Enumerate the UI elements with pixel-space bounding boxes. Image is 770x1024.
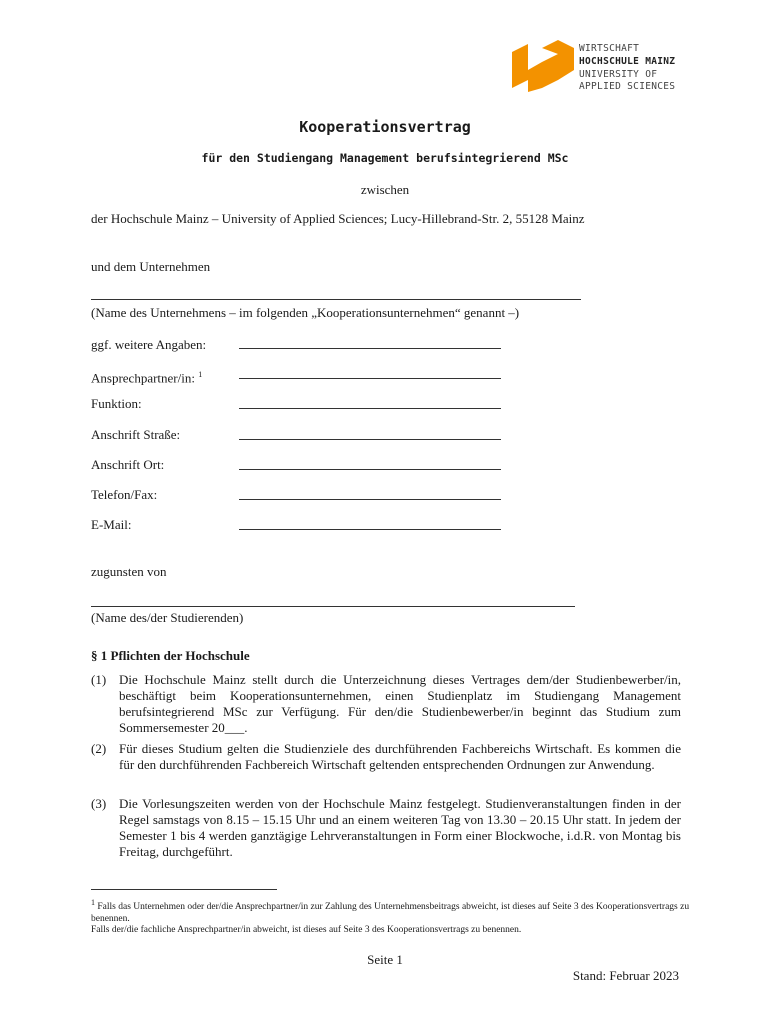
footnote-text-1: $^1$ Falls das Unternehmen oder der/die Ansprechpartner/in zur Zahlung des Unternehmensbeitrags abweicht, ist dieses auf Seite 3 des Kooperationsvertrags zu benennen. xyxy=(91,898,690,925)
field-input-email[interactable] xyxy=(239,529,501,530)
and-company-label: und dem Unternehmen xyxy=(91,259,211,274)
field-label-city: Anschrift Ort: xyxy=(91,457,165,472)
paragraph-number: (1) xyxy=(91,672,107,687)
paragraph-number: (2) xyxy=(91,741,107,756)
field-input-additional[interactable] xyxy=(239,348,501,349)
field-label-additional: ggf. weitere Angaben: xyxy=(91,337,207,352)
university-logo-icon xyxy=(512,40,574,92)
paragraph-text: Die Hochschule Mainz stellt durch die Unterzeichnung dieses Vertrages dem/der Studienbewerber/in, beschäftigt beim Kooperationsunternehmen, einen Studienplatz im Studiengang Management berufsintegrierend MSc zur Verfügung. Für den/die Studienbewerber/in beginnt das Studium zum Sommersemester 20___. xyxy=(119,672,681,735)
field-label-phone: Telefon/Fax: xyxy=(91,487,158,502)
field-input-street[interactable] xyxy=(239,439,501,440)
paragraph-number: (3) xyxy=(91,796,107,811)
paragraph-text: Die Vorlesungszeiten werden von der Hochschule Mainz festgelegt. Studienveranstaltungen finden in der Regel samstags von 8.15 – 15.15 Uhr und an einem weiteren Tag von 13.30 – 20.15 Uhr statt. In jedem der Semester 1 bis 4 werden ganztägige Lehrveranstaltungen in Form einer Blockwoche, i.d.R. von Montag bis Freitag, durchgeführt. xyxy=(119,796,681,859)
logo-line-1: WIRTSCHAFT xyxy=(579,43,640,54)
paragraph-text: Für dieses Studium gelten die Studienziele des durchführenden Fachbereichs Wirtschaft. Es kommen die für den durchführenden Fachbereich Wirtschaft geltenden entsprechenden Ordnungen zur Anwendung. xyxy=(119,741,681,772)
university-party: der Hochschule Mainz – University of Applied Sciences; Lucy-Hillebrand-Str. 2, 55128 Mainz xyxy=(91,211,585,226)
status-date: Stand: Februar 2023 xyxy=(572,968,679,983)
between-label: zwischen xyxy=(360,182,410,197)
footnote-text-2: Falls der/die fachliche Ansprechpartner/in abweicht, ist dieses auf Seite 3 des Kooperationsvertrags zu benennen. xyxy=(91,925,522,935)
field-label-function: Funktion: xyxy=(91,396,142,411)
field-label-street: Anschrift Straße: xyxy=(91,427,181,442)
logo-line-2: HOCHSCHULE MAINZ xyxy=(579,56,676,67)
field-input-contact[interactable] xyxy=(239,378,501,379)
company-name-line[interactable] xyxy=(91,299,581,300)
section-heading: § 1 Pflichten der Hochschule xyxy=(91,648,250,663)
company-caption: (Name des Unternehmens – im folgenden „Kooperationsunternehmen“ genannt –) xyxy=(91,305,520,320)
field-input-function[interactable] xyxy=(239,408,501,409)
document-subtitle: für den Studiengang Management berufsintegrierend MSc xyxy=(201,151,569,165)
student-name-line[interactable] xyxy=(91,606,575,607)
logo-line-4: APPLIED SCIENCES xyxy=(579,81,676,92)
in-favor-of-label: zugunsten von xyxy=(91,564,167,579)
student-caption: (Name des/der Studierenden) xyxy=(91,610,244,625)
field-input-phone[interactable] xyxy=(239,499,501,500)
logo-line-3: UNIVERSITY OF xyxy=(579,69,658,80)
footnote-divider xyxy=(91,889,277,890)
field-label-contact: Ansprechpartner/in: $^1$ xyxy=(91,370,203,386)
document-title: Kooperationsvertrag xyxy=(299,118,471,136)
field-input-city[interactable] xyxy=(239,469,501,470)
page-number: Seite 1 xyxy=(367,952,403,967)
field-label-email: E-Mail: xyxy=(91,517,132,532)
